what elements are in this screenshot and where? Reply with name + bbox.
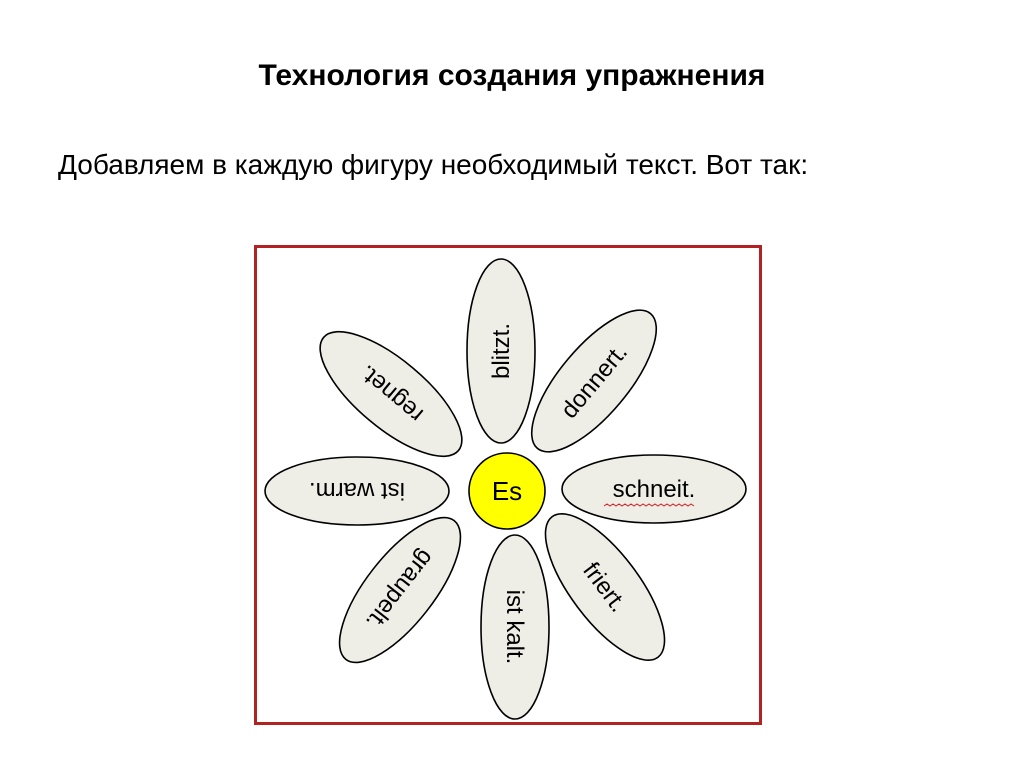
slide-title: Технология создания упражнения bbox=[258, 59, 766, 92]
slide-body-text: Добавляем в каждую фигуру необходимый текст. Вот так: bbox=[58, 149, 809, 180]
petal-top-left bbox=[302, 311, 481, 476]
petal-top-label: blitzt. bbox=[488, 322, 515, 380]
petal-bottom bbox=[481, 535, 549, 719]
petal-bottom-right-label: friert. bbox=[577, 557, 632, 618]
petal-left-label: ist warm. bbox=[309, 477, 405, 504]
petal-bottom-label: ist kalt. bbox=[501, 589, 528, 665]
petal-bottom-left-label: graupelt. bbox=[360, 544, 439, 635]
petal-right-label: schneit. bbox=[612, 476, 696, 503]
daisy-center-label: Es bbox=[491, 476, 523, 506]
petal-top-left-label: regnet. bbox=[354, 359, 429, 428]
petal-left bbox=[265, 457, 449, 525]
petal-top-right-label: donnert. bbox=[555, 338, 634, 424]
petal-bottom-left bbox=[319, 500, 481, 681]
petal-right bbox=[562, 455, 746, 523]
petal-top-right bbox=[511, 292, 676, 471]
daisy-center bbox=[469, 453, 545, 529]
petal-top bbox=[467, 259, 535, 443]
